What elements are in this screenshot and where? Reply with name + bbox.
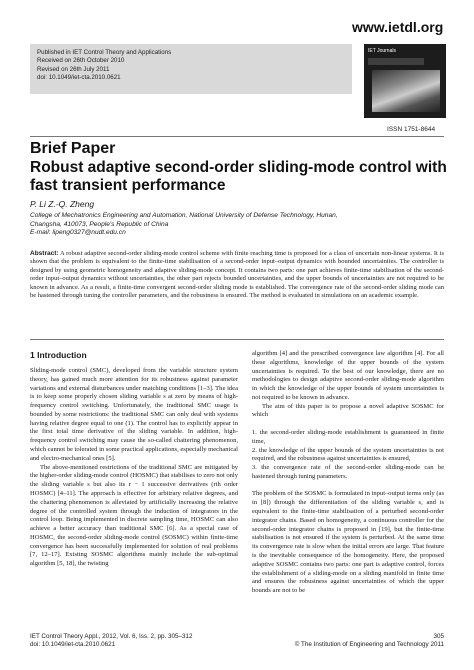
affiliation-line: College of Mechatronics Engineering and Automation, National University of Defense Technology, Hunan,: [30, 212, 338, 219]
pub-info-revised: Revised on 26th July 2011: [37, 65, 110, 73]
publication-info-box: [30, 44, 352, 94]
abstract: [30, 250, 444, 301]
cover-title: IET Journals: [368, 48, 396, 54]
authors: P. Li Z.-Q. Zheng: [30, 199, 95, 209]
site-url[interactable]: www.ietdl.org: [352, 19, 444, 35]
paragraph: The problem of the SOSMC is formulated in input–output terms only (as in [8]) through the differentiation of the sliding variable s, and is equivalent to the finite-time stabilisation of a perturbed second-order integrator chains. Based on homogeneity, a continuous controller for the second-order integrator chains is proposed in [19], but the finite-time stabilisation is not ensured if the system is perturbed. At the same time its convergence rate is slow when the initial errors are large. That feature is the inevitable consequence of the homogeneity. Here, the proposed adaptive SOSMC contains two parts: one part is adaptive control, forces the establishment of a sliding-mode on a sliding manifold in finite time and ensures the robustness against uncertainties of which the upper bounds are not to be: [252, 490, 444, 595]
footer-journal: IET Control Theory Appl., 2012, Vol. 6, Iss. 2, pp. 305–312: [30, 633, 193, 640]
paper-title: Robust adaptive second-order sliding-mode control with fast transient performance: [30, 159, 447, 194]
footer-left: [30, 633, 193, 649]
paragraph: Sliding-mode control (SMC), developed from the variable structure system theory, has gained much more attention for its robustness against parameter variations and external disturbances under matching conditions [1–3]. The idea is to keep some properly chosen sliding variable s at zero by means of high-frequency control switching. Unfortunately, the traditional SMC usage is bounded by some restrictions: the traditional SMC can only deal with systems having relative degree equal to one (1). The control has to explicitly appear in the first total time derivative of the sliding variable. In addition, high-frequency control switching may cause the so-called chattering phenomenon, which cannot be tolerated in some practical applications, especially mechanical and electro-mechanical ones [5].: [30, 367, 238, 462]
section-heading: 1 Introduction: [30, 350, 87, 360]
cover-artwork: [372, 70, 440, 112]
spacer: [252, 482, 444, 491]
affiliation-line: Changsha, 410073, People's Republic of China: [30, 220, 169, 228]
divider: [30, 339, 444, 340]
paragraph: The aim of this paper is to propose a novel adaptive SOSMC for which: [252, 402, 444, 419]
copyright: © The Institution of Engineering and Technology 2011: [294, 641, 444, 648]
page-number: 305: [433, 633, 444, 640]
pub-info-received: Received on 26th October 2010: [37, 57, 125, 65]
cover-subtitle-bar: [368, 58, 424, 65]
author-email[interactable]: E-mail: lipeng0327@nudt.edu.cn: [30, 229, 126, 237]
spacer: [252, 420, 444, 429]
affiliation: [30, 212, 450, 238]
list-item: 1. the second-order sliding-mode establishment is guaranteed in finite time,: [252, 429, 444, 445]
abstract-label: Abstract:: [30, 250, 59, 257]
pub-info-doi: doi: 10.1049/iet-cta.2010.0621: [37, 74, 121, 82]
issn: ISSN 1751-8644: [387, 126, 436, 133]
left-column: [30, 367, 238, 569]
paper-type: Brief Paper: [30, 140, 116, 157]
divider: [30, 136, 444, 137]
journal-cover-image: [364, 44, 446, 118]
footer-right: [290, 633, 444, 649]
paragraph: algorithm [4] and the prescribed convergence law algorithm [4]. For all these algorithms, knowledge of the upper bounds of the system uncertainties is required. To the best of our knowledge, there are no methodologies to design adaptive second-order sliding-mode algorithm in which the knowledge of the upper bounds of system uncertainties is not required to be known in advance.: [252, 350, 444, 401]
right-column: [252, 350, 444, 596]
list-item: 3. the convergence rate of the second-order sliding-mode can be hastened through tuning parameters.: [252, 464, 444, 480]
pub-info-journal: Published in IET Control Theory and Applications: [37, 49, 172, 56]
list-item: 2. the knowledge of the upper bounds of the system uncertainties is not required, and the robustness against uncertainties is ensured,: [252, 446, 444, 463]
paragraph: The above-mentioned restrictions of the traditional SMC are mitigated by the higher-order sliding-mode control (HOSMC) that stabilises to zero not only the sliding variable s but also its r − 1 successive derivatives (rth order HOSMC) [4–11]. The approach is effective for arbitrary relative degrees, and the chattering phenomenon is alleviated by artificially increasing the relative degree of the controlled system through the induction of integrators in the control loop. Being implemented in discrete sampling time, HOSMC can also achieve a better accuracy than traditional SMC [6]. As a special case of HOSMC, the second-order sliding-mode control (SOSMC) within finite-time convergence has been successfully implemented for solution of real problems [7, 12–17]. Existing SOSMC algorithms mainly include the sub-optimal algorithm [5, 18], the twisting: [30, 463, 238, 568]
abstract-text: A robust adaptive second-order sliding-mode control scheme with finite reaching time is proposed for a class of uncertain non-linear systems. It is shown that the problem is equivalent to the finite-time stabilisation of a second-order input–output dynamics with bounded uncertainties. The controller is designed by using geometric homogeneity and adaptive sliding-mode concept. It contains two parts: one part achieves finite-time stabilisation of the second-order input–output dynamics without uncertainties, the other part rejects bounded uncertainties, and the upper bounds of uncertainties are not required to be known in advance. As a result, a finite-time convergent second-order sliding mode is established. The convergence rate of the second-order sliding mode can be hastened through tuning the controller parameters, and the robustness is ensured. The method is evaluated in simulations on an academic example.: [30, 250, 444, 300]
footer-doi: doi: 10.1049/iet-cta.2010.0621: [30, 641, 116, 648]
